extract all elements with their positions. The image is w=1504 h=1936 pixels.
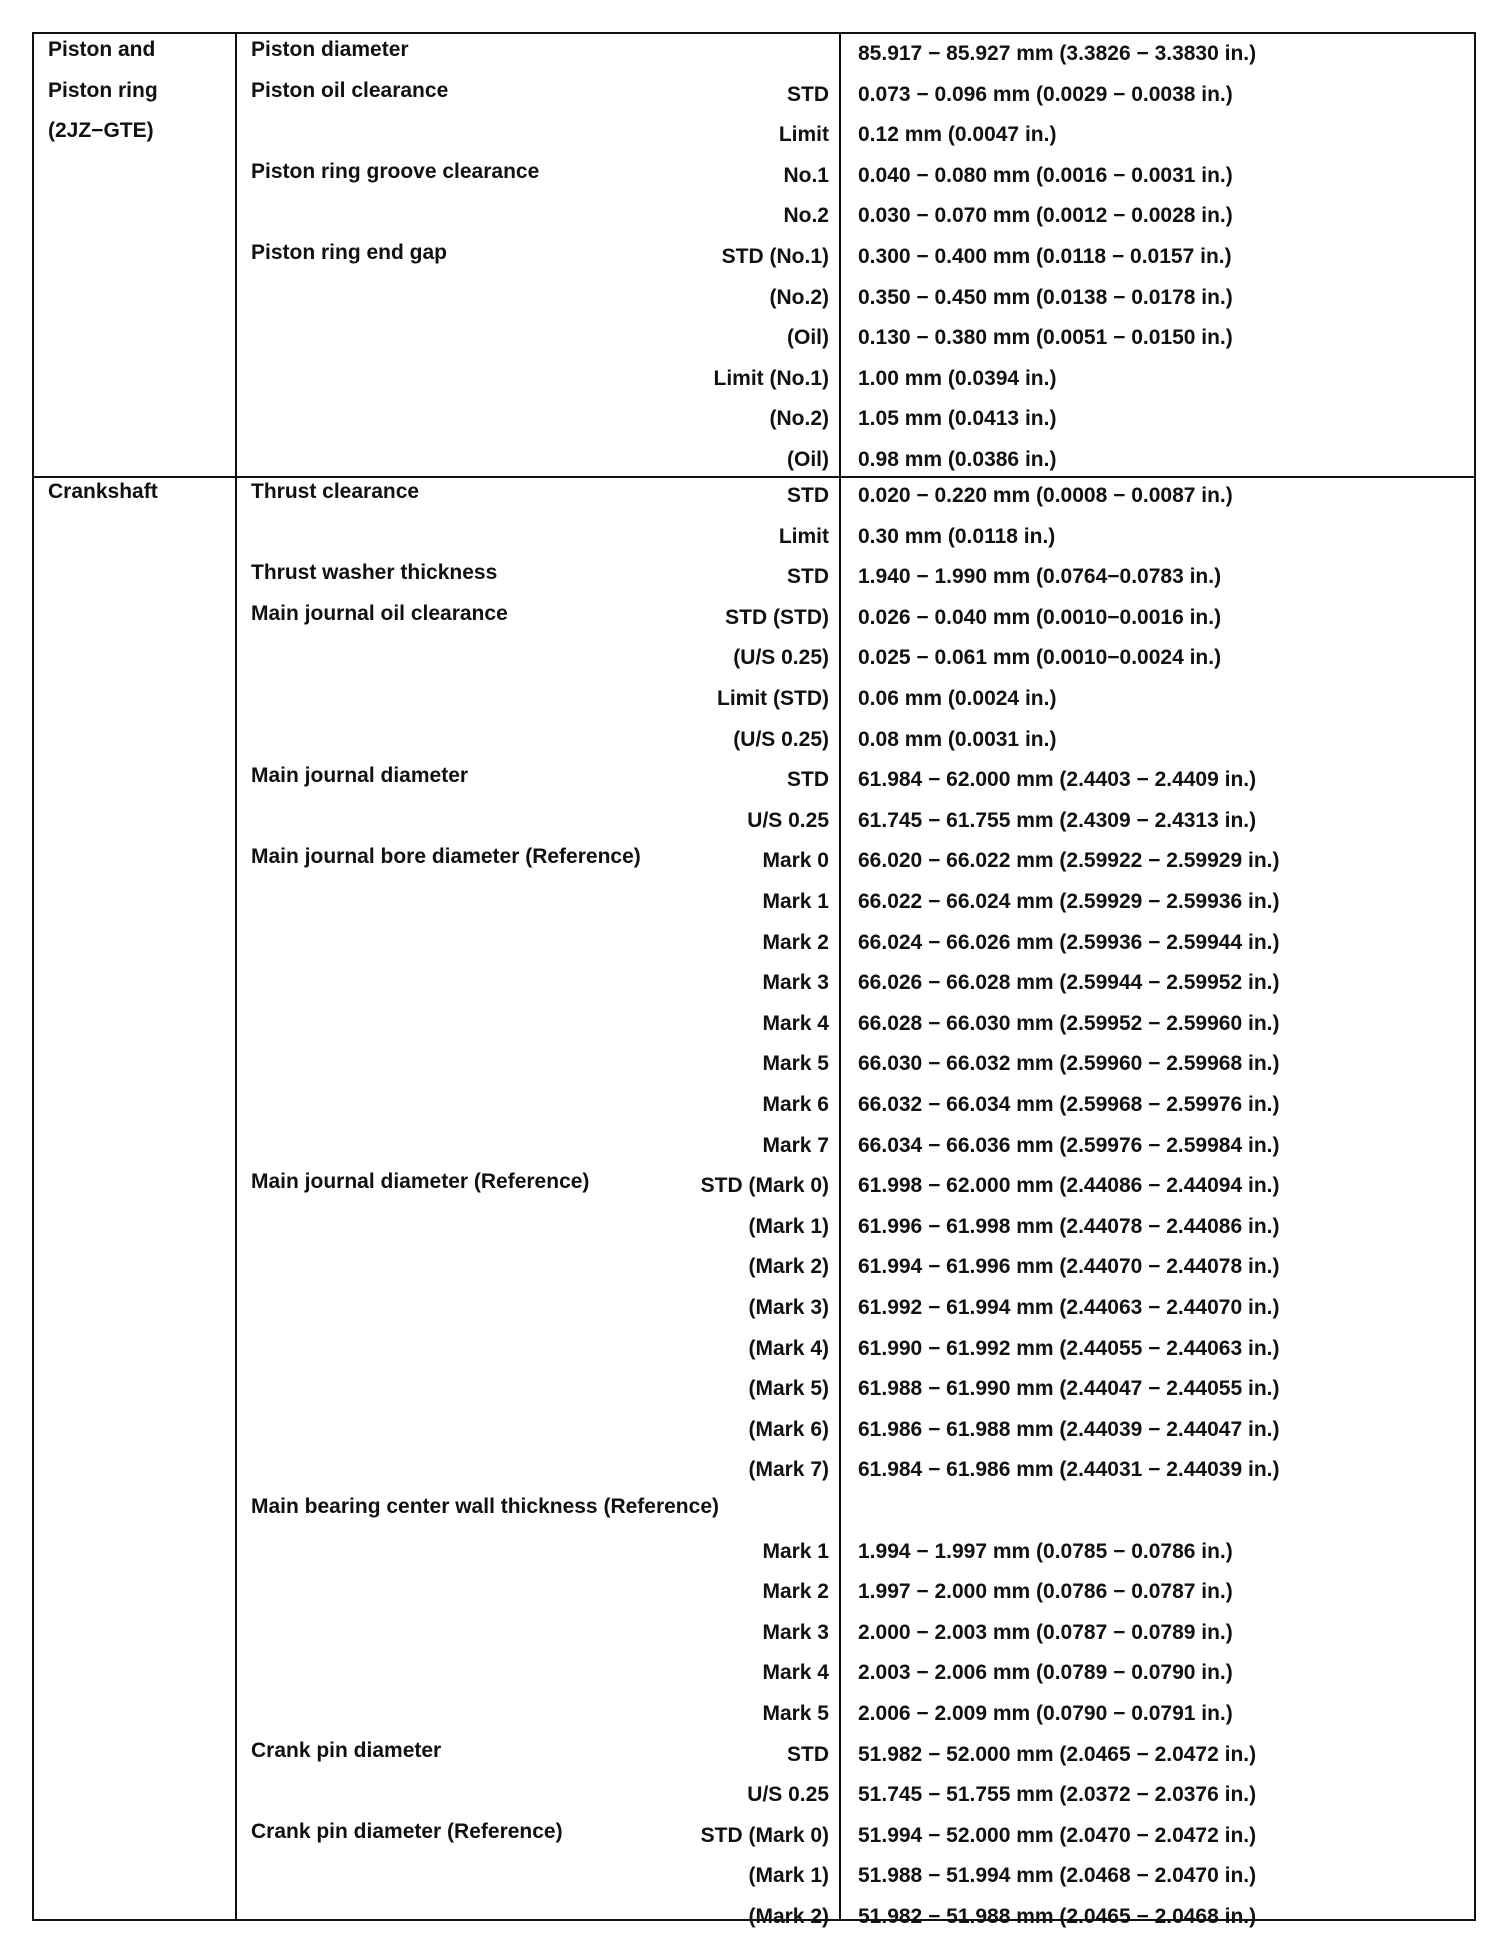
- spec-value: 0.98 mm (0.0386 in.): [858, 448, 1057, 471]
- spec-value: 61.984 − 62.000 mm (2.4403 − 2.4409 in.): [858, 768, 1257, 792]
- spec-condition: Mark 4: [762, 1011, 829, 1035]
- spec-value: 1.00 mm (0.0394 in.): [858, 366, 1057, 390]
- spec-item-label: Piston ring groove clearance: [251, 159, 540, 183]
- spec-value: 61.994 − 61.996 mm (2.44070 − 2.44078 in.): [858, 1255, 1280, 1279]
- section-label: Piston ring: [48, 78, 158, 102]
- spec-condition: Mark 1: [762, 890, 829, 913]
- spec-condition: (No.2): [769, 285, 829, 309]
- spec-condition: (Mark 3): [748, 1296, 829, 1319]
- spec-value: 0.300 − 0.400 mm (0.0118 − 0.0157 in.): [858, 245, 1232, 268]
- spec-condition: Mark 2: [762, 930, 829, 954]
- spec-item-label: Piston ring end gap: [251, 241, 448, 264]
- spec-value: 66.026 − 66.028 mm (2.59944 − 2.59952 in.): [858, 971, 1280, 995]
- spec-value: 66.022 − 66.024 mm (2.59929 − 2.59936 in.): [858, 890, 1280, 913]
- spec-value: 0.30 mm (0.0118 in.): [858, 524, 1056, 548]
- spec-condition: Mark 3: [762, 971, 829, 995]
- spec-value: 0.12 mm (0.0047 in.): [858, 123, 1057, 147]
- spec-condition: (Mark 4): [748, 1336, 829, 1360]
- section-label: (2JZ−GTE): [48, 119, 154, 142]
- spec-value: 66.020 − 66.022 mm (2.59922 − 2.59929 in.): [858, 849, 1280, 873]
- spec-condition: STD (Mark 0): [700, 1174, 829, 1198]
- spec-condition: STD (Mark 0): [700, 1823, 829, 1847]
- spec-condition: Mark 1: [762, 1539, 829, 1563]
- spec-condition: Mark 7: [762, 1133, 829, 1157]
- section-label: Crankshaft: [48, 480, 158, 503]
- spec-value: 51.982 − 52.000 mm (2.0465 − 2.0472 in.): [858, 1742, 1257, 1766]
- spec-condition: Mark 4: [762, 1661, 829, 1685]
- spec-condition: (Mark 1): [748, 1864, 829, 1888]
- spec-condition: Limit (STD): [717, 687, 829, 710]
- spec-value: 0.130 − 0.380 mm (0.0051 − 0.0150 in.): [858, 326, 1233, 350]
- spec-value: 2.003 − 2.006 mm (0.0789 − 0.0790 in.): [858, 1661, 1233, 1685]
- spec-item-label: Main journal diameter: [251, 764, 469, 788]
- spec-condition: (U/S 0.25): [733, 727, 829, 751]
- spec-condition: Mark 5: [762, 1052, 829, 1076]
- spec-value: 0.08 mm (0.0031 in.): [858, 727, 1057, 751]
- spec-value: 0.020 − 0.220 mm (0.0008 − 0.0087 in.): [858, 484, 1233, 507]
- spec-condition: (U/S 0.25): [733, 646, 829, 670]
- spec-condition: (Mark 5): [748, 1377, 829, 1401]
- spec-value: 0.030 − 0.070 mm (0.0012 − 0.0028 in.): [858, 204, 1233, 228]
- spec-value: 61.992 − 61.994 mm (2.44063 − 2.44070 in.): [858, 1296, 1280, 1319]
- spec-condition: STD: [787, 484, 829, 507]
- spec-item-label: Crank pin diameter (Reference): [251, 1819, 563, 1843]
- spec-value: 0.06 mm (0.0024 in.): [858, 687, 1057, 710]
- spec-condition: U/S 0.25: [747, 808, 829, 832]
- spec-value: 1.994 − 1.997 mm (0.0785 − 0.0786 in.): [858, 1539, 1233, 1563]
- spec-condition: Mark 5: [762, 1702, 829, 1725]
- spec-condition: (Mark 6): [748, 1417, 829, 1441]
- spec-table: [32, 32, 1476, 1928]
- spec-condition: (Oil): [787, 448, 829, 471]
- spec-value: 61.990 − 61.992 mm (2.44055 − 2.44063 in.): [858, 1336, 1280, 1360]
- spec-condition: (Mark 7): [748, 1458, 829, 1482]
- spec-condition: STD (No.1): [721, 245, 829, 268]
- spec-condition: Mark 0: [762, 849, 829, 873]
- spec-value: 1.997 − 2.000 mm (0.0786 − 0.0787 in.): [858, 1580, 1233, 1604]
- spec-value: 66.028 − 66.030 mm (2.59952 − 2.59960 in.): [858, 1011, 1280, 1035]
- spec-value: 0.025 − 0.061 mm (0.0010−0.0024 in.): [858, 646, 1222, 670]
- spec-value: 66.032 − 66.034 mm (2.59968 − 2.59976 in.): [858, 1093, 1280, 1116]
- column-divider: [839, 34, 841, 1919]
- spec-item-label: Main journal bore diameter (Reference): [251, 845, 641, 869]
- spec-value: 51.982 − 51.988 mm (2.0465 − 2.0468 in.): [858, 1905, 1257, 1928]
- spec-condition: Mark 3: [762, 1620, 829, 1644]
- spec-value: 2.006 − 2.009 mm (0.0790 − 0.0791 in.): [858, 1702, 1233, 1725]
- spec-condition: (Mark 2): [748, 1255, 829, 1279]
- spec-value: 85.917 − 85.927 mm (3.3826 − 3.3830 in.): [858, 42, 1257, 65]
- spec-item-label: Main journal oil clearance: [251, 601, 508, 625]
- spec-condition: Mark 6: [762, 1093, 829, 1116]
- spec-condition: (Oil): [787, 326, 829, 350]
- spec-value: 0.073 − 0.096 mm (0.0029 − 0.0038 in.): [858, 82, 1233, 106]
- spec-condition: Mark 2: [762, 1580, 829, 1604]
- spec-item-label: Crank pin diameter: [251, 1738, 442, 1762]
- spec-item-label: Piston diameter: [251, 38, 409, 61]
- spec-value: 0.350 − 0.450 mm (0.0138 − 0.0178 in.): [858, 285, 1233, 309]
- spec-item-label: Main journal diameter (Reference): [251, 1170, 590, 1194]
- spec-condition: No.1: [783, 163, 829, 187]
- spec-value: 61.996 − 61.998 mm (2.44078 − 2.44086 in.): [858, 1214, 1280, 1238]
- spec-value: 61.988 − 61.990 mm (2.44047 − 2.44055 in.): [858, 1377, 1280, 1401]
- spec-condition: STD: [787, 1742, 829, 1766]
- spec-value: 0.026 − 0.040 mm (0.0010−0.0016 in.): [858, 605, 1222, 629]
- spec-value: 51.988 − 51.994 mm (2.0468 − 2.0470 in.): [858, 1864, 1257, 1888]
- spec-condition: Limit: [778, 123, 829, 147]
- spec-condition: (Mark 2): [748, 1905, 829, 1928]
- column-divider: [235, 34, 237, 1919]
- spec-condition: U/S 0.25: [747, 1783, 829, 1807]
- spec-condition: Limit: [778, 524, 829, 548]
- spec-value: 66.034 − 66.036 mm (2.59976 − 2.59984 in.): [858, 1133, 1280, 1157]
- spec-item-label: Main bearing center wall thickness (Reference): [251, 1495, 719, 1518]
- spec-condition: STD: [787, 82, 829, 106]
- spec-condition: No.2: [783, 204, 829, 228]
- spec-value: 61.986 − 61.988 mm (2.44039 − 2.44047 in.): [858, 1417, 1280, 1441]
- spec-value: 51.994 − 52.000 mm (2.0470 − 2.0472 in.): [858, 1823, 1257, 1847]
- spec-condition: STD (STD): [725, 605, 829, 629]
- section-divider: [34, 476, 1474, 478]
- spec-condition: Limit (No.1): [713, 366, 829, 390]
- spec-value: 61.998 − 62.000 mm (2.44086 − 2.44094 in.): [858, 1174, 1280, 1198]
- spec-value: 0.040 − 0.080 mm (0.0016 − 0.0031 in.): [858, 163, 1233, 187]
- spec-value: 61.745 − 61.755 mm (2.4309 − 2.4313 in.): [858, 808, 1257, 832]
- spec-value: 66.024 − 66.026 mm (2.59936 − 2.59944 in.): [858, 930, 1280, 954]
- spec-value: 51.745 − 51.755 mm (2.0372 − 2.0376 in.): [858, 1783, 1257, 1807]
- spec-item-label: Piston oil clearance: [251, 78, 449, 102]
- spec-value: 2.000 − 2.003 mm (0.0787 − 0.0789 in.): [858, 1620, 1233, 1644]
- spec-condition: (No.2): [769, 407, 829, 431]
- spec-item-label: Thrust clearance: [251, 480, 420, 503]
- section-label: Piston and: [48, 38, 156, 61]
- spec-value: 61.984 − 61.986 mm (2.44031 − 2.44039 in.): [858, 1458, 1280, 1482]
- spec-condition: (Mark 1): [748, 1214, 829, 1238]
- spec-item-label: Thrust washer thickness: [251, 561, 498, 585]
- spec-value: 1.940 − 1.990 mm (0.0764−0.0783 in.): [858, 565, 1222, 589]
- spec-value: 66.030 − 66.032 mm (2.59960 − 2.59968 in.): [858, 1052, 1280, 1076]
- spec-condition: STD: [787, 565, 829, 589]
- spec-value: 1.05 mm (0.0413 in.): [858, 407, 1057, 431]
- spec-condition: STD: [787, 768, 829, 792]
